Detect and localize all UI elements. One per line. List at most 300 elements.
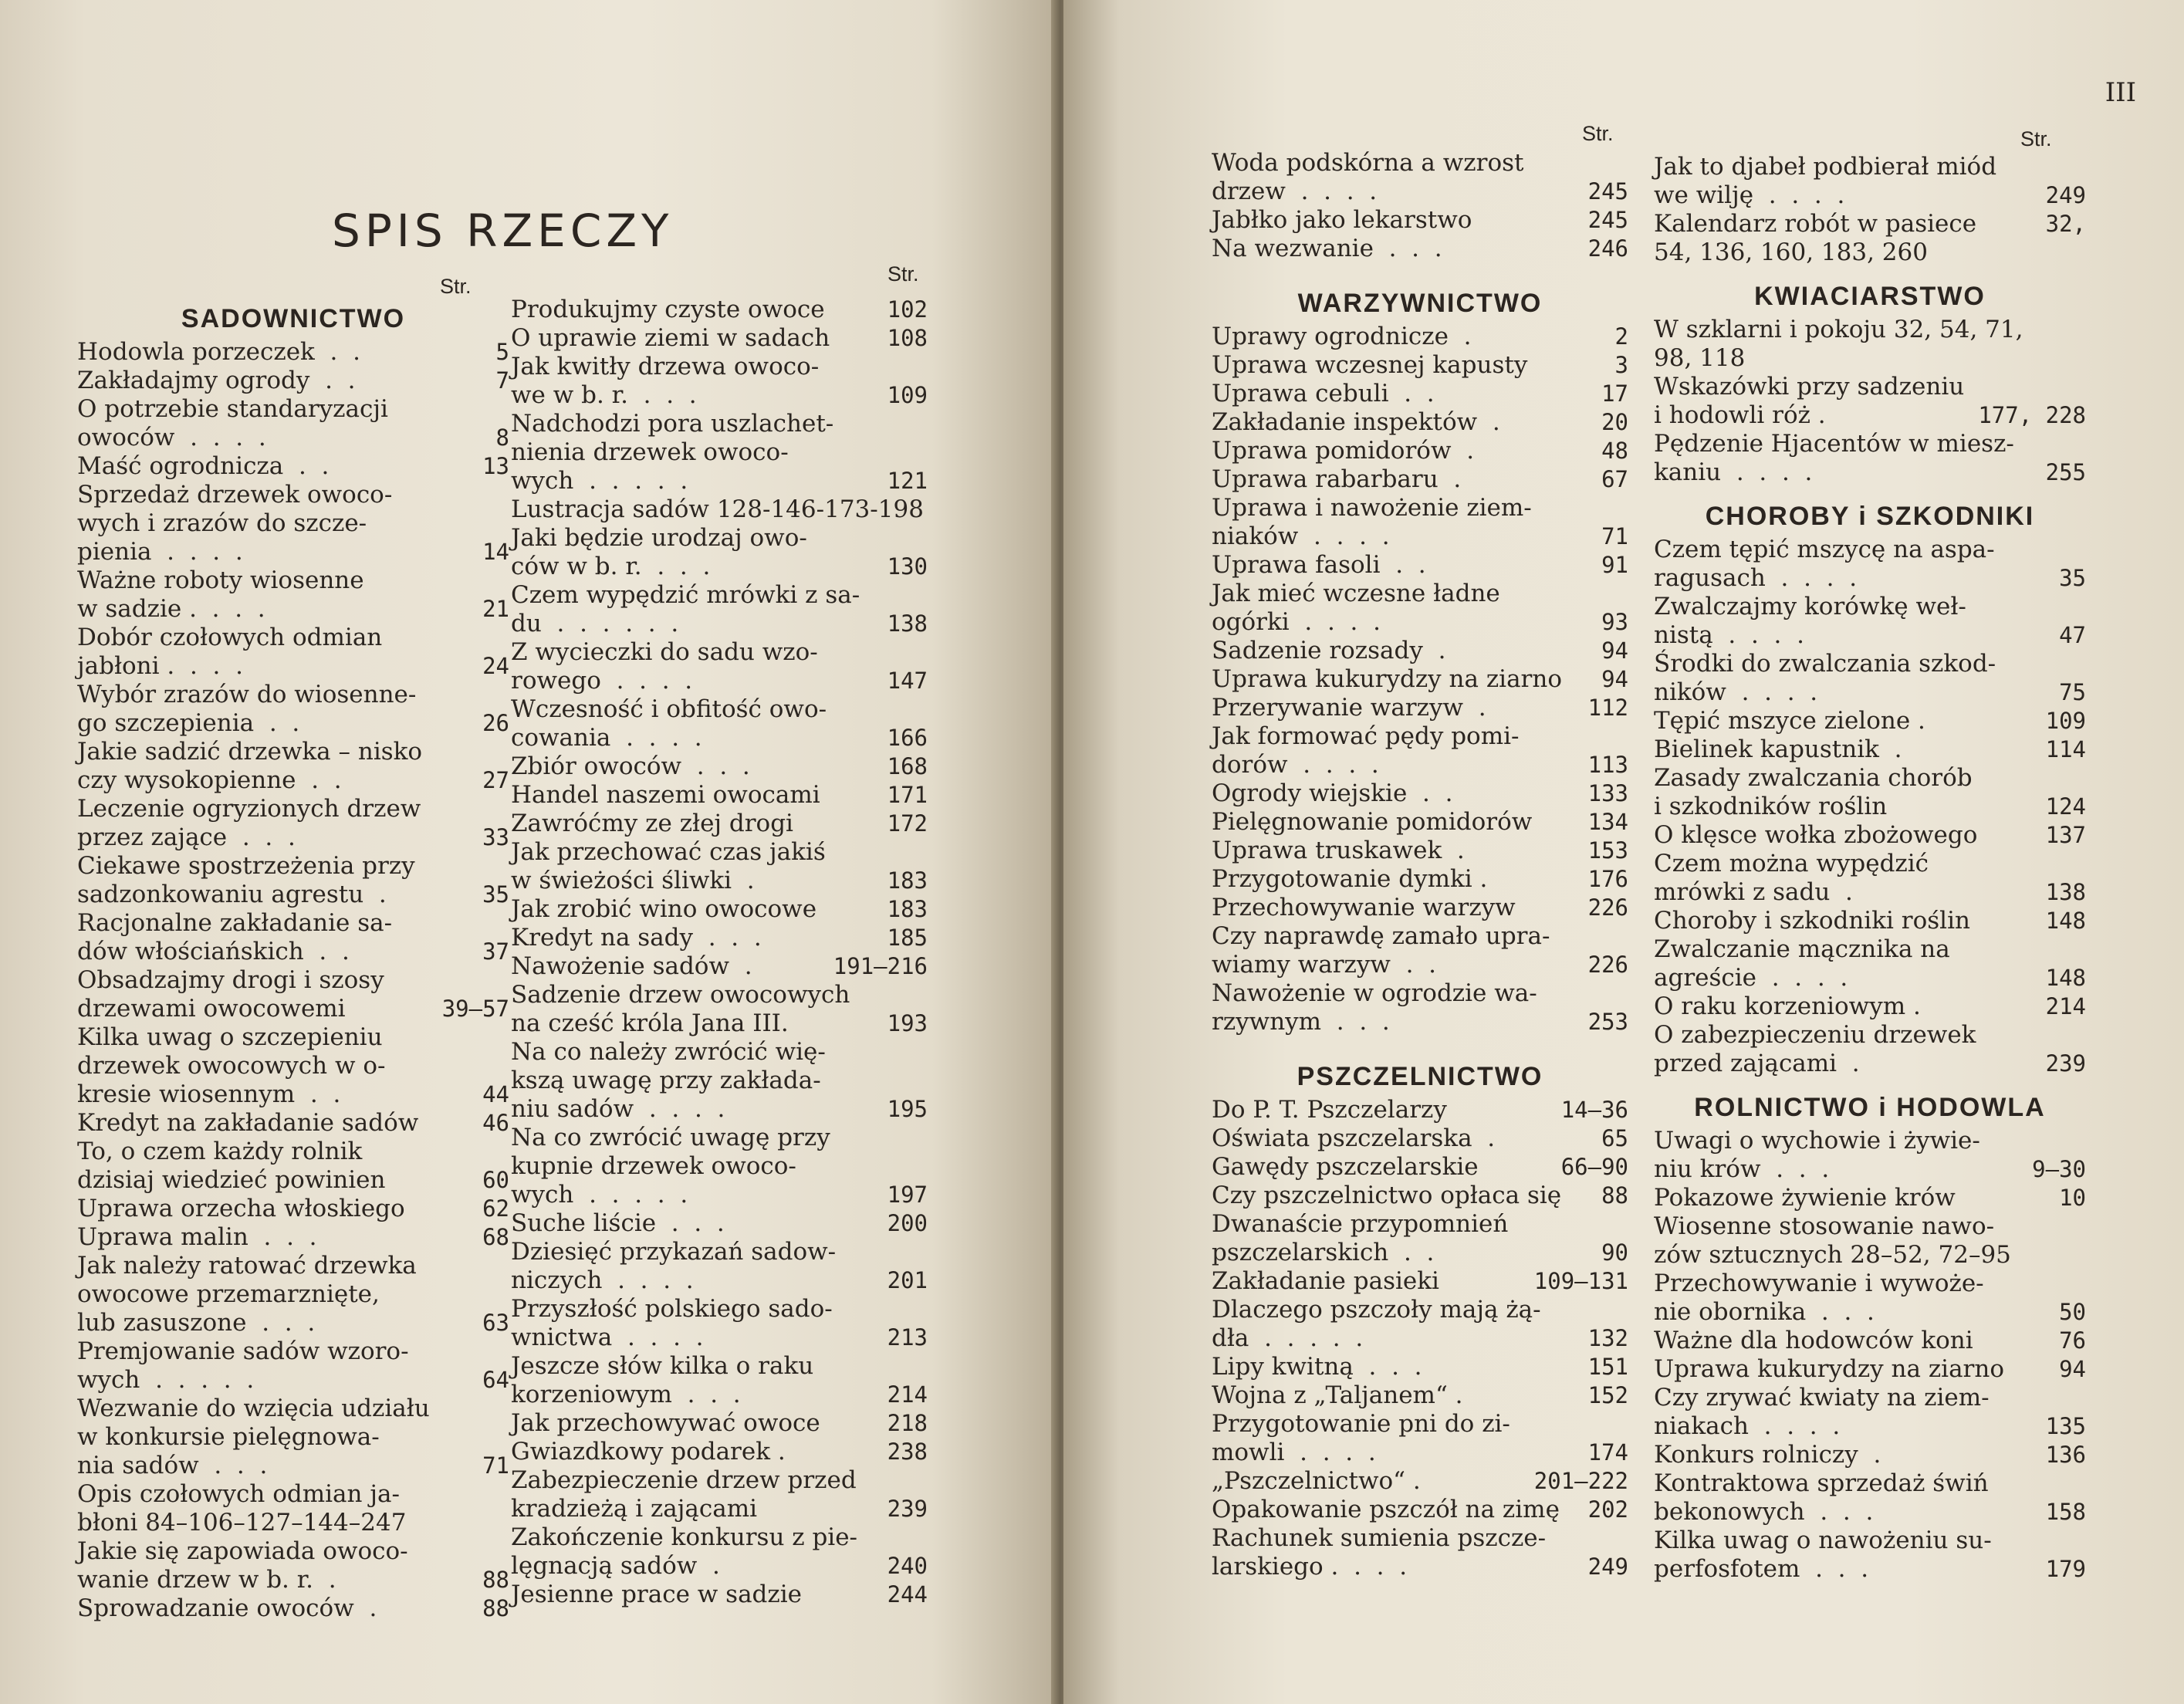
toc-entry-page: 185 [887, 925, 928, 951]
toc-entry [1212, 235, 1628, 263]
toc-entry [1212, 437, 1628, 465]
toc-entry-page: 109 [2045, 708, 2086, 734]
toc-entry-page: 171 [887, 782, 928, 808]
toc-entry-page: 137 [2045, 822, 2086, 848]
toc-entry [1654, 401, 2086, 430]
toc-entry-page: 253 [1587, 1009, 1628, 1035]
toc-entry [1212, 1124, 1628, 1153]
toc-entry-title: Woda podskórna a wzrost [1212, 149, 1524, 177]
toc-entry [1654, 238, 2086, 267]
toc-entry-title: Wskazówki przy sadzeniu [1654, 373, 1965, 401]
toc-entry-title: wnictwa . . . . [511, 1324, 704, 1351]
toc-entry-title: Przygotowanie dymki . [1212, 865, 1488, 893]
toc-entry-page: 35 [482, 881, 509, 908]
toc-entry [77, 1423, 509, 1452]
toc-entry [77, 367, 509, 395]
toc-entry [1654, 1498, 2086, 1526]
toc-entry [1654, 650, 2086, 678]
toc-entry-title: Leczenie ogryzionych drzew [77, 795, 421, 823]
toc-column-3 [1212, 149, 1628, 1581]
toc-entry [511, 1038, 928, 1067]
left-page [0, 0, 1059, 1704]
toc-entry [77, 938, 509, 966]
toc-entry [77, 1395, 509, 1423]
toc-entry-title: Lipy kwitną . . . [1212, 1353, 1422, 1381]
toc-entry-title: Wybór zrazów do wiosenne- [77, 681, 417, 708]
toc-entry-title: O klęsce wołka zbożowego [1654, 821, 1978, 849]
toc-entry [511, 667, 928, 695]
toc-entry [77, 881, 509, 909]
toc-entry [511, 1409, 928, 1438]
toc-entry-title: Na co należy zwrócić wię- [511, 1038, 826, 1066]
toc-entry-page: 183 [887, 867, 928, 894]
toc-entry-page: 88 [482, 1567, 509, 1593]
toc-entry-title: Z wycieczki do sadu wzo- [511, 638, 818, 666]
toc-column-1 [77, 305, 509, 1623]
toc-entry [511, 1209, 928, 1238]
toc-entry-title: owoców . . . . [77, 424, 266, 451]
toc-entry-title: błoni 84–106–127–144–247 [77, 1509, 407, 1537]
toc-entry [1212, 922, 1628, 951]
toc-entry [77, 1080, 509, 1109]
toc-entry [1654, 764, 2086, 793]
toc-entry [77, 1252, 509, 1280]
toc-entry [1654, 1270, 2086, 1298]
toc-entry [511, 1324, 928, 1352]
page-number: III [2105, 77, 2136, 108]
toc-entry-title: niu krów . . . [1654, 1155, 1830, 1183]
toc-entry-title: dła . . . . . [1212, 1324, 1364, 1352]
toc-entry-title: Przechowywanie i wywoże- [1654, 1270, 1984, 1297]
toc-entry-title: drzewek owocowych w o- [77, 1052, 386, 1080]
toc-entry-page: 201–222 [1533, 1468, 1628, 1494]
toc-entry-title: Bielinek kapustnik . [1654, 735, 1902, 763]
toc-entry-page: 138 [887, 610, 928, 637]
toc-entry-title: niaków . . . . [1212, 522, 1390, 550]
toc-entry-page: 48 [1601, 438, 1628, 464]
toc-entry-title: Czy naprawdę zamało upra- [1212, 922, 1550, 950]
toc-entry-title: na cześć króla Jana III. [511, 1009, 789, 1037]
toc-entry-title: Kilka uwag o nawożeniu su- [1654, 1526, 1992, 1554]
toc-entry [1212, 1153, 1628, 1182]
toc-entry-title: go szczepienia . . [77, 709, 300, 737]
toc-entry-title: Dobór czołowych odmian [77, 624, 383, 651]
toc-entry-title: Konkurs rolniczy . [1654, 1441, 1881, 1469]
toc-entry-title: Dlaczego pszczoły mają żą- [1212, 1296, 1541, 1324]
toc-entry-title: w sadzie . . . . [77, 595, 265, 623]
toc-entry-page: 138 [2045, 879, 2086, 905]
toc-entry-page: 132 [1587, 1325, 1628, 1351]
toc-entry-page: 14–36 [1560, 1097, 1628, 1123]
toc-entry-title: nienia drzewek owoco- [511, 438, 789, 466]
toc-entry-title: 54, 136, 160, 183, 260 [1654, 238, 1928, 266]
toc-entry [511, 410, 928, 438]
toc-entry-title: Jakie się zapowiada owoco- [77, 1537, 408, 1565]
toc-entry-title: przez zające . . . [77, 823, 296, 851]
toc-entry-page: 108 [887, 325, 928, 351]
toc-entry-title: drzew . . . . [1212, 178, 1378, 205]
toc-entry [511, 1438, 928, 1466]
toc-entry-page: 94 [1601, 637, 1628, 664]
toc-entry [1212, 1239, 1628, 1267]
toc-entry-page: 121 [887, 468, 928, 494]
toc-entry-page: 152 [1587, 1382, 1628, 1408]
toc-entry [1212, 694, 1628, 722]
toc-entry [77, 1052, 509, 1080]
toc-entry-page: 39—57 [441, 996, 509, 1022]
toc-entry-page: 176 [1587, 866, 1628, 892]
toc-entry-title: Uprawa malin . . . [77, 1223, 317, 1251]
toc-entry-title: w świeżości śliwki . [511, 867, 755, 894]
toc-entry-title: Czem wypędzić mrówki z sa- [511, 581, 860, 609]
toc-entry [1654, 1050, 2086, 1078]
toc-entry-page: 255 [2045, 459, 2086, 485]
toc-entry [1212, 1296, 1628, 1324]
toc-entry-page: 148 [2045, 965, 2086, 991]
toc-entry [77, 1280, 509, 1309]
toc-entry-page: 191–216 [833, 953, 928, 979]
toc-entry [77, 1366, 509, 1395]
toc-entry-title: Maść ogrodnicza . . [77, 452, 330, 480]
toc-entry-page: 213 [887, 1324, 928, 1351]
toc-entry [1212, 808, 1628, 837]
toc-entry [1212, 1553, 1628, 1581]
toc-entry-title: wanie drzew w b. r. . [77, 1566, 336, 1594]
toc-entry [1654, 181, 2086, 210]
toc-entry-title: ców w b. r. . . . [511, 553, 711, 580]
toc-entry-page: 32, [2045, 211, 2086, 237]
toc-entry-title: przed zającami . [1654, 1050, 1860, 1077]
toc-entry-page: 7 [495, 367, 509, 394]
toc-entry [1212, 665, 1628, 694]
toc-entry-title: W szklarni i pokoju 32, 54, 71, [1654, 316, 2023, 343]
toc-entry [1212, 779, 1628, 808]
toc-entry [511, 1152, 928, 1181]
toc-entry [77, 595, 509, 624]
toc-entry [511, 438, 928, 467]
toc-entry [1654, 344, 2086, 373]
toc-entry-title: bekonowych . . . [1654, 1498, 1874, 1526]
toc-entry-title: Gwiazdkowy podarek . [511, 1438, 786, 1466]
toc-entry-title: pszczelarskich . . [1212, 1239, 1435, 1266]
toc-entry-title: „Pszczelnictwo“ . [1212, 1467, 1421, 1495]
toc-entry [77, 624, 509, 652]
toc-entry [1212, 522, 1628, 551]
toc-entry-title: Sprowadzanie owoców . [77, 1594, 377, 1622]
toc-entry [77, 909, 509, 938]
toc-entry [511, 838, 928, 867]
toc-entry [511, 381, 928, 410]
section-heading: ROLNICTWO i HODOWLA [1694, 1093, 2046, 1122]
toc-entry [1212, 722, 1628, 751]
toc-entry-title: Jak to djabeł podbierał miód [1654, 153, 1997, 181]
toc-entry [77, 481, 509, 509]
toc-entry-title: Nawożenie sadów . [511, 952, 752, 980]
toc-entry-page: 13 [482, 453, 509, 479]
toc-entry-page: 9–30 [2032, 1156, 2086, 1182]
toc-entry-title: Zwalczanie mącznika na [1654, 935, 1950, 963]
toc-entry-page: 37 [482, 938, 509, 965]
toc-entry [1654, 821, 2086, 850]
toc-entry-title: niu sadów . . . . [511, 1095, 725, 1123]
toc-entry [1654, 964, 2086, 992]
toc-entry-page: 88 [1601, 1182, 1628, 1209]
toc-entry [511, 1124, 928, 1152]
toc-entry-title: Jaki będzie urodzaj owo- [511, 524, 807, 552]
toc-entry-page: 133 [1587, 780, 1628, 806]
toc-entry [1654, 1384, 2086, 1412]
toc-entry-page: 177, 228 [1978, 402, 2086, 428]
toc-entry-page: 94 [1601, 666, 1628, 692]
toc-entry-page: 112 [1587, 695, 1628, 721]
toc-entry [1654, 430, 2086, 458]
toc-entry-title: Uprawa rabarbaru . [1212, 465, 1462, 493]
toc-entry [511, 895, 928, 924]
toc-entry-title: sadzonkowaniu agrestu . [77, 881, 387, 908]
toc-entry-page: 134 [1587, 809, 1628, 835]
toc-entry-title: wych . . . . . [511, 1181, 688, 1209]
toc-entry-page: 201 [887, 1267, 928, 1293]
toc-entry-title: pienia . . . . [77, 538, 243, 566]
toc-entry-title: Uprawa pomidorów . [1212, 437, 1475, 465]
toc-entry [1654, 536, 2086, 564]
toc-entry [77, 1309, 509, 1337]
toc-entry-page: 44 [482, 1081, 509, 1107]
toc-entry-page: 124 [2045, 793, 2086, 820]
toc-entry [77, 823, 509, 852]
toc-entry-title: O uprawie ziemi w sadach [511, 324, 830, 352]
toc-entry-page: 26 [482, 710, 509, 736]
toc-entry-page: 245 [1587, 178, 1628, 205]
toc-entry [1654, 1327, 2086, 1355]
toc-entry-title: Zabezpieczenie drzew przed [511, 1466, 857, 1494]
toc-entry [1654, 564, 2086, 593]
toc-entry [1654, 210, 2086, 238]
toc-entry [511, 1095, 928, 1124]
section-heading: KWIACIARSTWO [1754, 282, 1986, 311]
toc-entry-title: du . . . . . . [511, 610, 679, 637]
toc-entry-page: 46 [482, 1110, 509, 1136]
toc-entry-title: niczych . . . . [511, 1266, 694, 1294]
toc-entry [77, 1023, 509, 1052]
toc-entry-page: 244 [887, 1581, 928, 1608]
toc-entry-page: 174 [1587, 1439, 1628, 1466]
toc-entry [1212, 1467, 1628, 1496]
toc-entry-page: 47 [2059, 622, 2086, 648]
toc-entry-page: 226 [1587, 952, 1628, 978]
toc-entry-title: Jak formować pędy pomi- [1212, 722, 1520, 750]
toc-entry-title: owocowe przemarznięte, [77, 1280, 380, 1308]
toc-entry-title: Uprawa fasoli . . [1212, 551, 1426, 579]
toc-entry [77, 709, 509, 738]
toc-entry-page: 218 [887, 1410, 928, 1436]
toc-entry-page: 102 [887, 296, 928, 323]
toc-entry-page: 76 [2059, 1327, 2086, 1354]
toc-entry [1212, 608, 1628, 637]
toc-entry-title: Uprawa kukurydzy na ziarno [1654, 1355, 2004, 1383]
toc-entry-page: 24 [482, 653, 509, 679]
toc-entry-page: 168 [887, 753, 928, 779]
toc-entry-title: agreście . . . . [1654, 964, 1848, 992]
toc-entry-title: korzeniowym . . . [511, 1381, 741, 1408]
toc-entry [1212, 551, 1628, 580]
toc-entry [511, 296, 928, 324]
toc-entry [77, 681, 509, 709]
toc-entry-page: 153 [1587, 837, 1628, 864]
toc-entry [511, 1466, 928, 1495]
toc-entry [511, 1552, 928, 1581]
toc-entry-page: 238 [887, 1439, 928, 1465]
toc-entry-title: Zakładanie inspektów . [1212, 408, 1500, 436]
toc-entry-title: Czem tępić mszycę na aspa- [1654, 536, 1995, 563]
toc-entry-page: 249 [1587, 1554, 1628, 1580]
toc-entry-title: Jak przechować czas jakiś [511, 838, 826, 866]
toc-entry [1654, 850, 2086, 878]
toc-entry-page: 3 [1614, 352, 1628, 378]
toc-entry-title: dów włościańskich . . [77, 938, 350, 965]
toc-entry-title: Pokazowe żywienie krów [1654, 1184, 1956, 1212]
toc-entry-page: 14 [482, 539, 509, 565]
toc-entry [511, 781, 928, 810]
toc-entry [1654, 1355, 2086, 1384]
toc-entry-title: Rachunek sumienia pszcze- [1212, 1524, 1547, 1552]
toc-entry-title: Przyszłość polskiego sado- [511, 1295, 833, 1323]
toc-entry [1654, 878, 2086, 907]
toc-entry [1654, 316, 2086, 344]
section-heading: WARZYWNICTWO [1297, 289, 1543, 318]
toc-entry-page: 239 [887, 1496, 928, 1522]
toc-entry-page: 109 [887, 382, 928, 408]
toc-entry [1212, 1439, 1628, 1467]
toc-entry-title: czy wysokopienne . . [77, 766, 342, 794]
toc-entry-title: Jakie sadzić drzewka – nisko [77, 738, 423, 766]
toc-entry-title: Opakowanie pszczół na zimę [1212, 1496, 1560, 1523]
toc-entry-title: nistą . . . . [1654, 621, 1804, 649]
toc-entry-title: lub zasuszone . . . [77, 1309, 316, 1337]
toc-entry-page: 10 [2059, 1185, 2086, 1211]
toc-entry [1212, 408, 1628, 437]
toc-entry [77, 995, 509, 1023]
toc-entry-page: 90 [1601, 1239, 1628, 1266]
toc-entry-title: kresie wiosennym . . [77, 1080, 341, 1108]
toc-entry [1654, 1241, 2086, 1270]
toc-entry-title: Zawróćmy ze złej drogi [511, 810, 793, 837]
toc-entry-title: Jak mieć wczesne ładne [1212, 580, 1500, 607]
toc-entry-title: Handel naszemi owocami [511, 781, 820, 809]
toc-entry [511, 467, 928, 495]
toc-entry-title: Ogrody wiejskie . . [1212, 779, 1453, 807]
toc-entry-page: 166 [887, 725, 928, 751]
toc-entry-title: rowego . . . . [511, 667, 693, 695]
toc-entry-title: Uprawa i nawożenie ziem- [1212, 494, 1532, 522]
toc-entry [1654, 1127, 2086, 1155]
toc-entry [1654, 1555, 2086, 1584]
toc-entry-title: Zwalczajmy korówkę weł- [1654, 593, 1966, 620]
toc-entry [77, 652, 509, 681]
toc-entry [1654, 458, 2086, 487]
column-page-header: Str. [1582, 122, 1614, 145]
toc-entry [511, 324, 928, 353]
toc-entry-title: i hodowli róż . [1654, 401, 1826, 429]
toc-entry-page: 67 [1601, 466, 1628, 492]
toc-entry-title: we w b. r. . . . [511, 381, 697, 409]
toc-entry-title: Przechowywanie warzyw [1212, 894, 1516, 921]
toc-entry-page: 197 [887, 1182, 928, 1208]
toc-entry-title: Suche liście . . . [511, 1209, 725, 1237]
toc-entry [77, 395, 509, 424]
toc-entry [511, 695, 928, 724]
toc-entry-title: Dwanaście przypomnień [1212, 1210, 1509, 1238]
toc-entry-page: 66–90 [1560, 1154, 1628, 1180]
toc-entry [77, 538, 509, 566]
toc-entry-title: Czy zrywać kwiaty na ziem- [1654, 1384, 1990, 1412]
toc-entry-page: 64 [482, 1367, 509, 1393]
toc-entry [77, 1452, 509, 1480]
toc-entry [1212, 465, 1628, 494]
toc-entry [1654, 1212, 2086, 1241]
toc-entry [511, 981, 928, 1009]
toc-entry [77, 1166, 509, 1195]
toc-entry-title: Gawędy pszczelarskie [1212, 1153, 1479, 1181]
toc-entry-title: Ważne roboty wiosenne [77, 566, 364, 594]
toc-entry-title: cowania . . . . [511, 724, 702, 752]
toc-entry [1654, 992, 2086, 1021]
toc-entry [511, 924, 928, 952]
toc-entry-title: Zakończenie konkursu z pie- [511, 1523, 858, 1551]
toc-entry [511, 638, 928, 667]
toc-entry [1654, 1441, 2086, 1469]
toc-entry [1212, 837, 1628, 865]
toc-entry-page: 94 [2059, 1356, 2086, 1382]
toc-entry-title: Sprzedaż drzewek owoco- [77, 481, 393, 509]
toc-entry [1212, 149, 1628, 178]
toc-entry-title: jabłoni . . . . [77, 652, 243, 680]
section-heading: CHOROBY i SZKODNIKI [1705, 502, 2035, 531]
toc-entry-page: 183 [887, 896, 928, 922]
toc-entry-title: Jak przechowywać owoce [511, 1409, 820, 1437]
toc-entry-title: Obsadzajmy drogi i szosy [77, 966, 384, 994]
toc-entry-title: Jak należy ratować drzewka [77, 1252, 417, 1280]
toc-entry [1212, 1324, 1628, 1353]
toc-entry [77, 1480, 509, 1509]
toc-entry [1212, 323, 1628, 351]
toc-entry-title: wych . . . . . [511, 467, 688, 495]
toc-entry-title: wych i zrazów do szcze- [77, 509, 367, 537]
toc-entry-title: wych . . . . . [77, 1366, 255, 1394]
toc-entry-title: Uprawa kukurydzy na ziarno [1212, 665, 1562, 693]
toc-entry-title: Wiosenne stosowanie nawo- [1654, 1212, 1995, 1240]
toc-entry [1212, 580, 1628, 608]
toc-entry [1212, 1267, 1628, 1296]
toc-entry-title: Przerywanie warzyw . [1212, 694, 1486, 722]
toc-entry-page: 93 [1601, 609, 1628, 635]
toc-entry-page: 239 [2045, 1050, 2086, 1077]
toc-entry-title: Uprawa wczesnej kapusty [1212, 351, 1528, 379]
toc-entry [77, 1594, 509, 1623]
toc-entry-title: Zasady zwalczania chorób [1654, 764, 1973, 792]
page-title: SPIS RZECZY [332, 205, 674, 257]
section-heading: PSZCZELNICTWO [1297, 1062, 1543, 1091]
toc-entry-title: Wczesność i obfitość owo- [511, 695, 827, 723]
toc-entry-page: 158 [2045, 1499, 2086, 1525]
toc-entry [77, 1509, 509, 1537]
toc-entry [1654, 373, 2086, 401]
toc-entry-title: To, o czem każdy rolnik [77, 1138, 363, 1165]
toc-entry [1212, 380, 1628, 408]
toc-entry-title: ragusach . . . . [1654, 564, 1858, 592]
toc-entry [77, 1109, 509, 1138]
toc-entry [1212, 1008, 1628, 1036]
